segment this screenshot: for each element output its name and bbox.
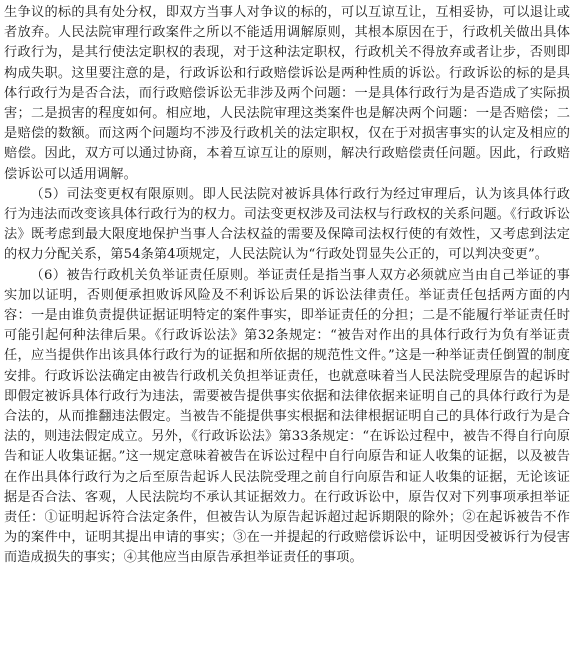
paragraph-judicial-modification-power: （5）司法变更权有限原则。即人民法院对被诉具体行政行为经过审理后，认为该具体行政行为违法而改变该具体行政行为的权力。司法变更权涉及司法权与行政权的关系问题。《行政诉讼法》既考虑到最大限度地保护当事人合法权益的需要及保障司法权行使的有效性，又考虑到法定的权力分配关系，第54条第4项规定，人民法院认为“行政处罚显失公正的，可以判决变更”。 xyxy=(4,186,570,263)
document-page xyxy=(4,3,570,569)
paragraph-burden-of-proof: （6）被告行政机关负举证责任原则。举证责任是指当事人双方必须就应当由自己举证的事实加以证明，否则便承担败诉风险及不利诉讼后果的诉讼法律责任。举证责任包括两方面的内容：一是由谁负责提供证据证明特定的案件事实，即举证责任的分担；二是不能履行举证责任时可能引起何种法律后果。《行政诉讼法》第32条规定：“被告对作出的具体行政行为负有举证责任，应当提供作出该具体行政行为的证据和所依据的规范性文件。”这是一种举证责任倒置的制度安排。行政诉讼法确定由被告行政机关负担举证责任，也就意味着当人民法院受理原告的起诉时即假定被诉具体行政行为违法，需要被告提供事实依据和法律依据来证明自己的具体行政行为是合法的，从而推翻违法假定。当被告不能提供事实根据和法律根据证明自己的具体行政行为是合法的，则违法假定成立。另外，《行政诉讼法》第33条规定：“在诉讼过程中，被告不得自行向原告和证人收集证据。”这一规定意味着被告在诉讼过程中自行向原告和证人收集的证据，以及被告在作出具体行政行为之后至原告起诉人民法院受理之前自行向原告和证人收集的证据，无论该证据是否合法、客观，人民法院均不承认其证据效力。在行政诉讼中，原告仅对下列事项承担举证责任：①证明起诉符合法定条件，但被告认为原告起诉超过起诉期限的除外；②在起诉被告不作为的案件中，证明其提出申请的事实；③在一并提起的行政赔偿诉讼中，证明因受被诉行为侵害而造成损失的事实；④其他应当由原告承担举证责任的事项。 xyxy=(4,267,570,566)
paragraph-administrative-compensation-mediation: 生争议的标的具有处分权，即双方当事人对争议的标的，可以互谅互让，互相妥协，可以退让或者放弃。人民法院审理行政案件之所以不能适用调解原则，其根本原因在于，行政机关做出具体行政行为，是其行使法定职权的表现，对于这种法定职权，行政机关不得放弃或者让步，否则即构成失职。这里要注意的是，行政诉讼和行政赔偿诉讼是两种性质的诉讼。行政诉讼的标的是具体行政行为是否合法，而行政赔偿诉讼无非涉及两个问题：一是具体行政行为是否造成了实际损害；二是损害的程度如何。相应地，人民法院审理这类案件也是解决两个问题：一是否赔偿；二是赔偿的数额。而这两个问题均不涉及行政机关的法定职权，仅在于对损害事实的认定及相应的赔偿。因此，双方可以通过协商，本着互谅互让的原则，解决行政赔偿责任问题。因此，行政赔偿诉讼可以适用调解。 xyxy=(4,5,570,182)
